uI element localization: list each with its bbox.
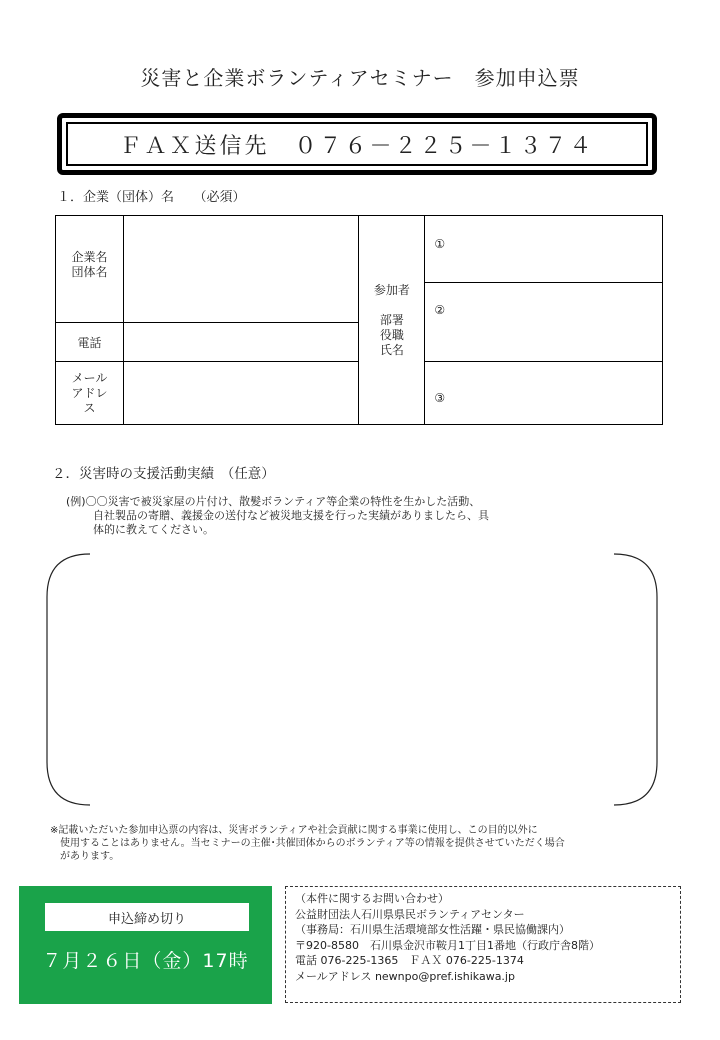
participant-3-mark: ③ [434, 391, 446, 405]
company-input[interactable] [123, 216, 359, 323]
phone-label: 電話 [56, 323, 124, 362]
participant-3-field[interactable] [425, 362, 663, 425]
example-line-3: 体的に教えてください。 [93, 523, 214, 536]
contact-office: （事務局：石川県生活環境部女性活躍・県民協働課内） [295, 923, 570, 936]
contact-address: 〒920-8580 石川県金沢市鞍月1丁目1番地（行政庁舎8階） [295, 938, 600, 952]
contact-phone-fax: 電話 076-225-1365 ＦＡＸ 076-225-1374 [295, 954, 524, 967]
registration-table [55, 215, 663, 425]
example-line-1: (例)〇〇災害で被災家屋の片付け、散髪ボランティア等企業の特性を生かした活動、 [66, 495, 481, 508]
phone-input[interactable] [123, 323, 359, 362]
form-title: 災害と企業ボランティアセミナー 参加申込票 [140, 66, 580, 90]
section2-heading: ２．災害時の支援活動実績 （任意） [52, 466, 275, 482]
participant-1-field[interactable] [425, 216, 663, 283]
company-label: 企業名 団体名 [56, 216, 124, 323]
section1-heading: １．企業（団体）名 （必須） [57, 190, 246, 205]
contact-email: メールアドレス newnpo@pref.ishikawa.jp [295, 969, 515, 983]
deadline-label: 申込締め切り [45, 903, 249, 931]
deadline-box [19, 886, 272, 1004]
participants-label: 参加者 部署 役職 氏名 [359, 216, 425, 425]
participant-1-mark: ① [434, 237, 446, 251]
fax-banner [57, 113, 657, 175]
fax-number: ＦＡＸ送信先 ０７６－２２５－１３７４ [66, 122, 648, 166]
contact-organization: 公益財団法人石川県県民ボランティアセンター [295, 907, 525, 921]
example-line-2: 自社製品の寄贈、義援金の送付など被災地支援を行った実績がありましたら、具 [93, 509, 489, 522]
example-text [66, 495, 586, 537]
activity-answer-area[interactable] [46, 553, 658, 806]
contact-heading: （本件に関するお問い合わせ） [295, 892, 449, 905]
participant-2-field[interactable] [425, 283, 663, 362]
privacy-note: ※記載いただいた参加申込票の内容は、災害ボランティアや社会貢献に関する事業に使用し、この目的以外に 使用することはありません。当セミナーの主催･共催団体からのボランティア等の情報を提供させていただく場合 があります。 [50, 825, 565, 862]
contact-box [285, 886, 681, 1003]
email-label: メール アドレ ス [56, 362, 124, 425]
participant-2-mark: ② [434, 303, 446, 317]
deadline-date: ７月２６日（金）17時 [42, 950, 249, 972]
email-input[interactable] [123, 362, 359, 425]
